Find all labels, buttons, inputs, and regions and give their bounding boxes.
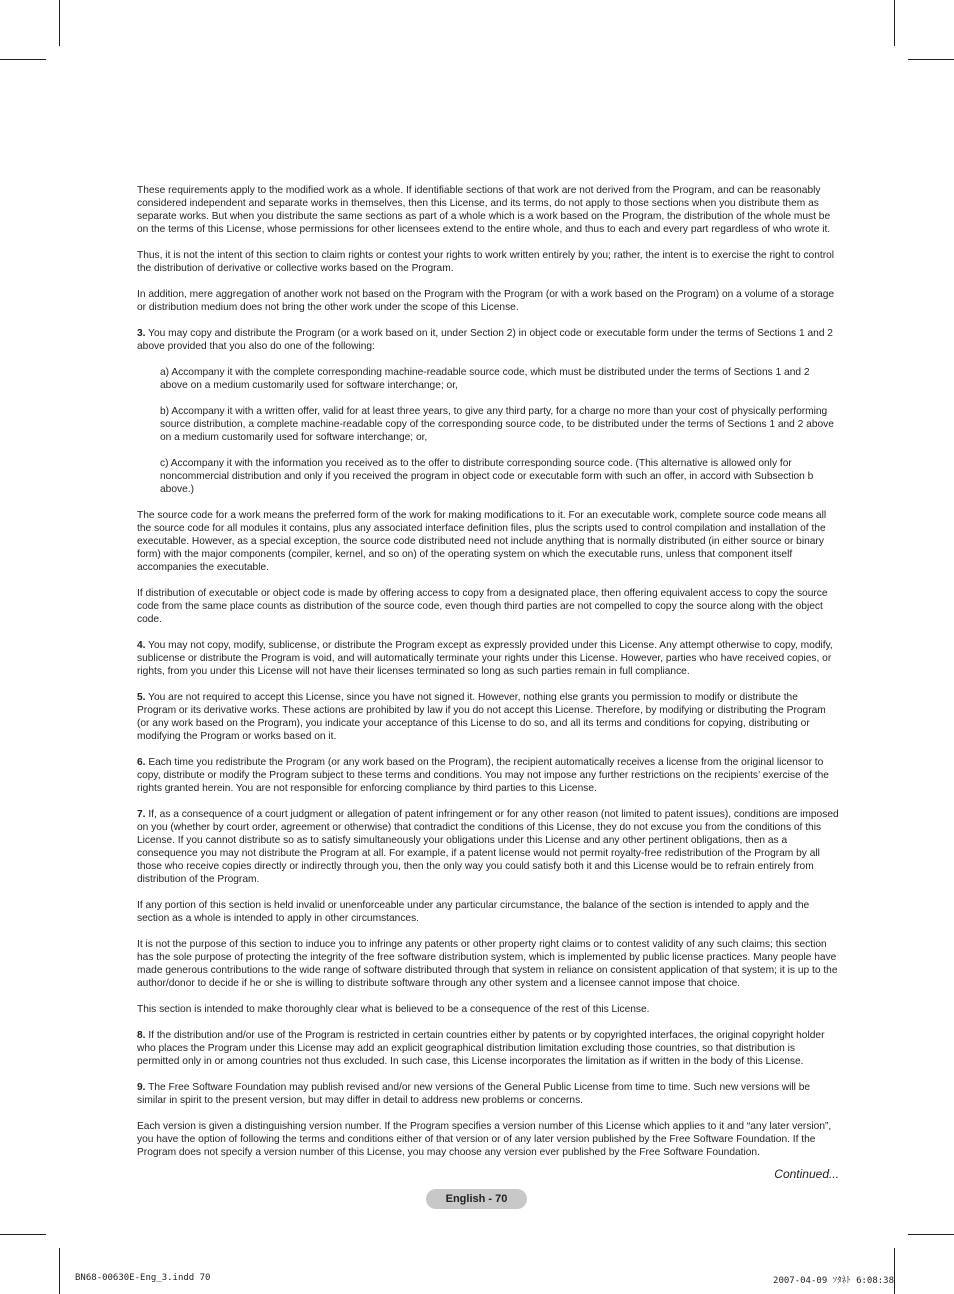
continued-label: Continued... <box>774 1167 839 1181</box>
license-body <box>137 184 839 1172</box>
paragraph-text: This section is intended to make thoroughly clear what is believed to be a consequence of the rest of this License. <box>137 1004 650 1015</box>
paragraph-text: It is not the purpose of this section to induce you to infringe any patents or other property right claims or to contest validity of any such claims; this section has the sole purpose of protecting the integrity of the free software distribution system, which is implemented by public license practices. Many people have made generous contributions to the wide range of software distributed through that system in reliance on consistent application of that system; it is up to the author/donor to decide if he or she is willing to distribute software through any other system and a licensee cannot impose that choice. <box>137 939 838 989</box>
paragraph-text: Each time you redistribute the Program (or any work based on the Program), the recipient automatically receives a license from the original licensor to copy, distribute or modify the Program subject to these terms and conditions. You may not impose any further restrictions on the recipients’ exercise of the rights granted herein. You are not responsible for enforcing compliance by third parties to this License. <box>137 757 829 794</box>
license-paragraph <box>137 756 839 795</box>
license-paragraph <box>137 808 839 886</box>
paragraph-text: If, as a consequence of a court judgment or allegation of patent infringement or for any other reason (not limited to patent issues), conditions are imposed on you (whether by court order, agreement or otherwise) that contradict the conditions of this License, they do not excuse you from the conditions of this License. If you cannot distribute so as to satisfy simultaneously your obligations under this License and any other pertinent obligations, then as a consequence you may not distribute the Program at all. For example, if a patent license would not permit royalty-free redistribution of the Program by all those who receive copies directly or indirectly through you, then the only way you could satisfy both it and this License would be to refrain entirely from distribution of the Program. <box>137 809 839 885</box>
section-number: 4. <box>137 640 146 651</box>
license-paragraph <box>137 327 839 353</box>
paragraph-text: You may copy and distribute the Program (or a work based on it, under Section 2) in object code or executable form under the terms of Sections 1 and 2 above provided that you also do one of the following: <box>137 328 833 352</box>
paragraph-text: The Free Software Foundation may publish revised and/or new versions of the General Public License from time to time. Such new versions will be similar in spirit to the present version, but may differ in detail to address new problems or concerns. <box>137 1082 811 1106</box>
crop-mark <box>908 1234 954 1235</box>
crop-mark <box>894 0 895 46</box>
license-paragraph <box>137 587 839 626</box>
section-number: 8. <box>137 1030 146 1041</box>
license-subclause <box>137 405 839 444</box>
crop-mark <box>0 1234 46 1235</box>
paragraph-text: You are not required to accept this License, since you have not signed it. However, nothing else grants you permission to modify or distribute the Program or its derivative works. These actions are prohibited by law if you do not accept this License. Therefore, by modifying or distributing the Program (or any work based on the Program), you indicate your acceptance of this License to do so, and all its terms and conditions for copying, distributing or modifying the Program or works based on it. <box>137 692 826 742</box>
crop-mark <box>894 1248 895 1294</box>
paragraph-text: These requirements apply to the modified work as a whole. If identifiable sections of that work are not derived from the Program, and can be reasonably considered independent and separate works in themselves, then this License, and its terms, do not apply to those sections when you distribute them as separate works. But when you distribute the same sections as part of a whole which is a work based on the Program, the distribution of the whole must be on the terms of this License, whose permissions for other licensees extend to the entire whole, and thus to each and every part regardless of who wrote it. <box>137 185 831 235</box>
license-subclause <box>137 457 839 496</box>
license-paragraph <box>137 1120 839 1159</box>
paragraph-text: a) Accompany it with the complete corresponding machine-readable source code, which must be distributed under the terms of Sections 1 and 2 above on a medium customarily used for software interchange; or, <box>160 367 810 391</box>
license-paragraph <box>137 184 839 236</box>
slug-timestamp: 2007-04-09 ｿﾀﾈﾄ 6:08:38 <box>773 1276 894 1286</box>
license-paragraph <box>137 509 839 574</box>
paragraph-text: c) Accompany it with the information you received as to the offer to distribute corresponding source code. (This alternative is allowed only for noncommercial distribution and only if you received the program in object code or executable form with such an offer, in accord with Subsection b above.) <box>160 458 814 495</box>
section-number: 7. <box>137 809 146 820</box>
section-number: 5. <box>137 692 146 703</box>
license-subclause <box>137 366 839 392</box>
paragraph-text: Thus, it is not the intent of this section to claim rights or contest your rights to work written entirely by you; rather, the intent is to exercise the right to control the distribution of derivative or collective works based on the Program. <box>137 250 835 274</box>
license-paragraph <box>137 899 839 925</box>
license-paragraph <box>137 691 839 743</box>
slug-file: BN68-00630E-Eng_3.indd 70 <box>75 1273 211 1283</box>
paragraph-text: If any portion of this section is held invalid or unenforceable under any particular circumstance, the balance of the section is intended to apply and the section as a whole is intended to apply in other circumstances. <box>137 900 810 924</box>
crop-mark <box>59 0 60 46</box>
section-number: 3. <box>137 328 146 339</box>
paragraph-text: If distribution of executable or object code is made by offering access to copy from a designated place, then offering equivalent access to copy the source code from the same place counts as distribution of the source code, even though third parties are not compelled to copy the source along with the object code. <box>137 588 828 625</box>
paragraph-text: b) Accompany it with a written offer, valid for at least three years, to give any third party, for a charge no more than your cost of physically performing source distribution, a complete machine-readable copy of the corresponding source code, to be distributed under the terms of Sections 1 and 2 above on a medium customarily used for software interchange; or, <box>160 406 834 443</box>
paragraph-text: You may not copy, modify, sublicense, or distribute the Program except as expressly provided under this License. Any attempt otherwise to copy, modify, sublicense or distribute the Program is void, and will automatically terminate your rights under this License. However, parties who have received copies, or rights, from you under this License will not have their licenses terminated so long as such parties remain in full compliance. <box>137 640 833 677</box>
paragraph-text: In addition, mere aggregation of another work not based on the Program with the Program (or with a work based on the Program) on a volume of a storage or distribution medium does not bring the other work under the scope of this License. <box>137 289 835 313</box>
section-number: 6. <box>137 757 146 768</box>
crop-mark <box>908 59 954 60</box>
license-paragraph <box>137 1081 839 1107</box>
paragraph-text: Each version is given a distinguishing version number. If the Program specifies a version number of this License which applies to it and “any later version”, you have the option of following the terms and conditions either of that version or of any later version published by the Free Software Foundation. If the Program does not specify a version number of this License, you may choose any version ever published by the Free Software Foundation. <box>137 1121 832 1158</box>
section-number: 9. <box>137 1082 146 1093</box>
license-paragraph <box>137 639 839 678</box>
license-paragraph <box>137 938 839 990</box>
paragraph-text: If the distribution and/or use of the Program is restricted in certain countries either by patents or by copyrighted interfaces, the original copyright holder who places the Program under this License may add an explicit geographical distribution limitation excluding those countries, so that distribution is permitted only in or among countries not thus excluded. In such case, this License incorporates the limitation as if written in the body of this License. <box>137 1030 825 1067</box>
crop-mark <box>0 59 46 60</box>
license-paragraph <box>137 1003 839 1016</box>
crop-mark <box>59 1248 60 1294</box>
license-paragraph <box>137 288 839 314</box>
license-paragraph <box>137 249 839 275</box>
page-number-badge: English - 70 <box>426 1189 527 1209</box>
license-paragraph <box>137 1029 839 1068</box>
paragraph-text: The source code for a work means the preferred form of the work for making modifications to it. For an executable work, complete source code means all the source code for all modules it contains, plus any associated interface definition files, plus the scripts used to control compilation and installation of the executable. However, as a special exception, the source code distributed need not include anything that is normally distributed (in either source or binary form) with the major components (compiler, kernel, and so on) of the operating system on which the executable runs, unless that component itself accompanies the executable. <box>137 510 827 573</box>
